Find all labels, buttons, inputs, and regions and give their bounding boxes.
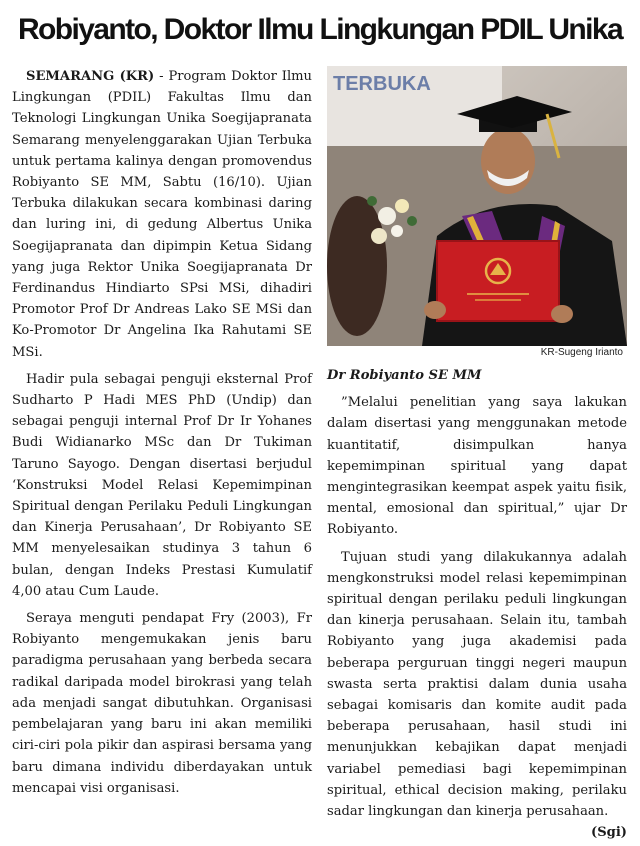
graduate-photo-illustration [327,66,627,346]
headline: Robiyanto, Doktor Ilmu Lingkungan PDIL Unika [17,13,623,46]
hand-right [551,305,573,323]
paragraph-5 [327,547,627,841]
paragraph-1 [12,66,312,363]
left-column [12,66,312,805]
graduate-photo [327,66,627,346]
podium-wood [327,196,387,336]
paragraph-2: Hadir pula sebagai penguji eksternal Prof Sudharto P Hadi MES PhD (Undip) dan sebagai penguji internal Prof Dr Ir Yohanes Budi Widianarko MSc dan Dr Tukiman Taruno Sayogo. Dengan disertasi berjudul ‘Konstruksi Model Relasi Kepemimpinan Spiritual dengan Perilaku Peduli Lingkungan dan Kinerja Perusahaan’, Dr Robiyanto SE MM menyelesaikan studinya 3 tahun 6 bulan, dengan Indeks Prestasi Kumulatif 4,00 atau Cum Laude. [12,371,312,599]
photo-caption: Dr Robiyanto SE MM [327,368,482,383]
photo-credit: KR-Sugeng Irianto [540,347,623,358]
backdrop-text: TERBUKA [333,73,431,95]
diploma-folder [437,241,559,321]
paragraph-3: Seraya menguti pendapat Fry (2003), Fr Robiyanto mengemukakan jenis baru paradigma perusahaan yang berbeda secara radikal daripada model birokrasi yang telah ada menjadi sangat dibutuhkan. Organisasi pembelajaran yang baru ini akan memiliki ciri-ciri pola pikir dan aspirasi bersama yang baru dimana individu diberdayakan untuk mencapai visi organisasi. [12,611,312,796]
author-signoff: (Sgi) [591,825,627,841]
hand-left [424,301,446,319]
paragraph-5-text: Tujuan studi yang dilakukannya adalah mengkonstruksi model relasi kepemimpinan spiritual dengan perilaku peduli lingkungan dan kinerja perusahaan. Selain itu, tambah Robiyanto yang juga akademisi pada beberapa perguruan tinggi negeri maupun swasta serta praktisi dalam dunia usaha sebagai komisaris dan komite audit pada beberapa perusahaan, hasil studi ini menunjukkan kebajikan dapat menjadi variabel pemediasi bagi kepemimpinan spiritual, ethical decision making, perilaku sadar lingkungan dan kinerja perusahaan. [327,549,627,820]
paragraph-4: ”Melalui penelitian yang saya lakukan dalam disertasi yang menggunakan metode kuantitatif, disimpulkan hanya kepemimpinan spiritual yang dapat mengintegrasikan keempat aspek yaitu fisik, mental, emosional dan spiritual,” ujar Dr Robiyanto. [327,395,627,538]
paragraph-1-text: - Program Doktor Ilmu Lingkungan (PDIL) Fakultas Ilmu dan Teknologi Lingkungan Unika Soegijapranata Semarang menyelenggarakan Ujian Terbuka untuk pertama kalinya dengan promovendus Robiyanto SE MM, Sabtu (16/10). Ujian Terbuka dilakukan secara kombinasi daring dan luring ini, di gedung Albertus Unika Soegijapranata dan dipimpin Ketua Sidang yang juga Rektor Unika Soegijapranata Dr Ferdinandus Hindiarto SPsi MSi, dihadiri Promotor Prof Dr Andreas Lako SE MSi dan Ko-Promotor Dr Angelina Ika Rahutami SE MSi. [12,69,312,360]
right-column [327,365,627,843]
dateline: SEMARANG (KR) [26,69,155,84]
